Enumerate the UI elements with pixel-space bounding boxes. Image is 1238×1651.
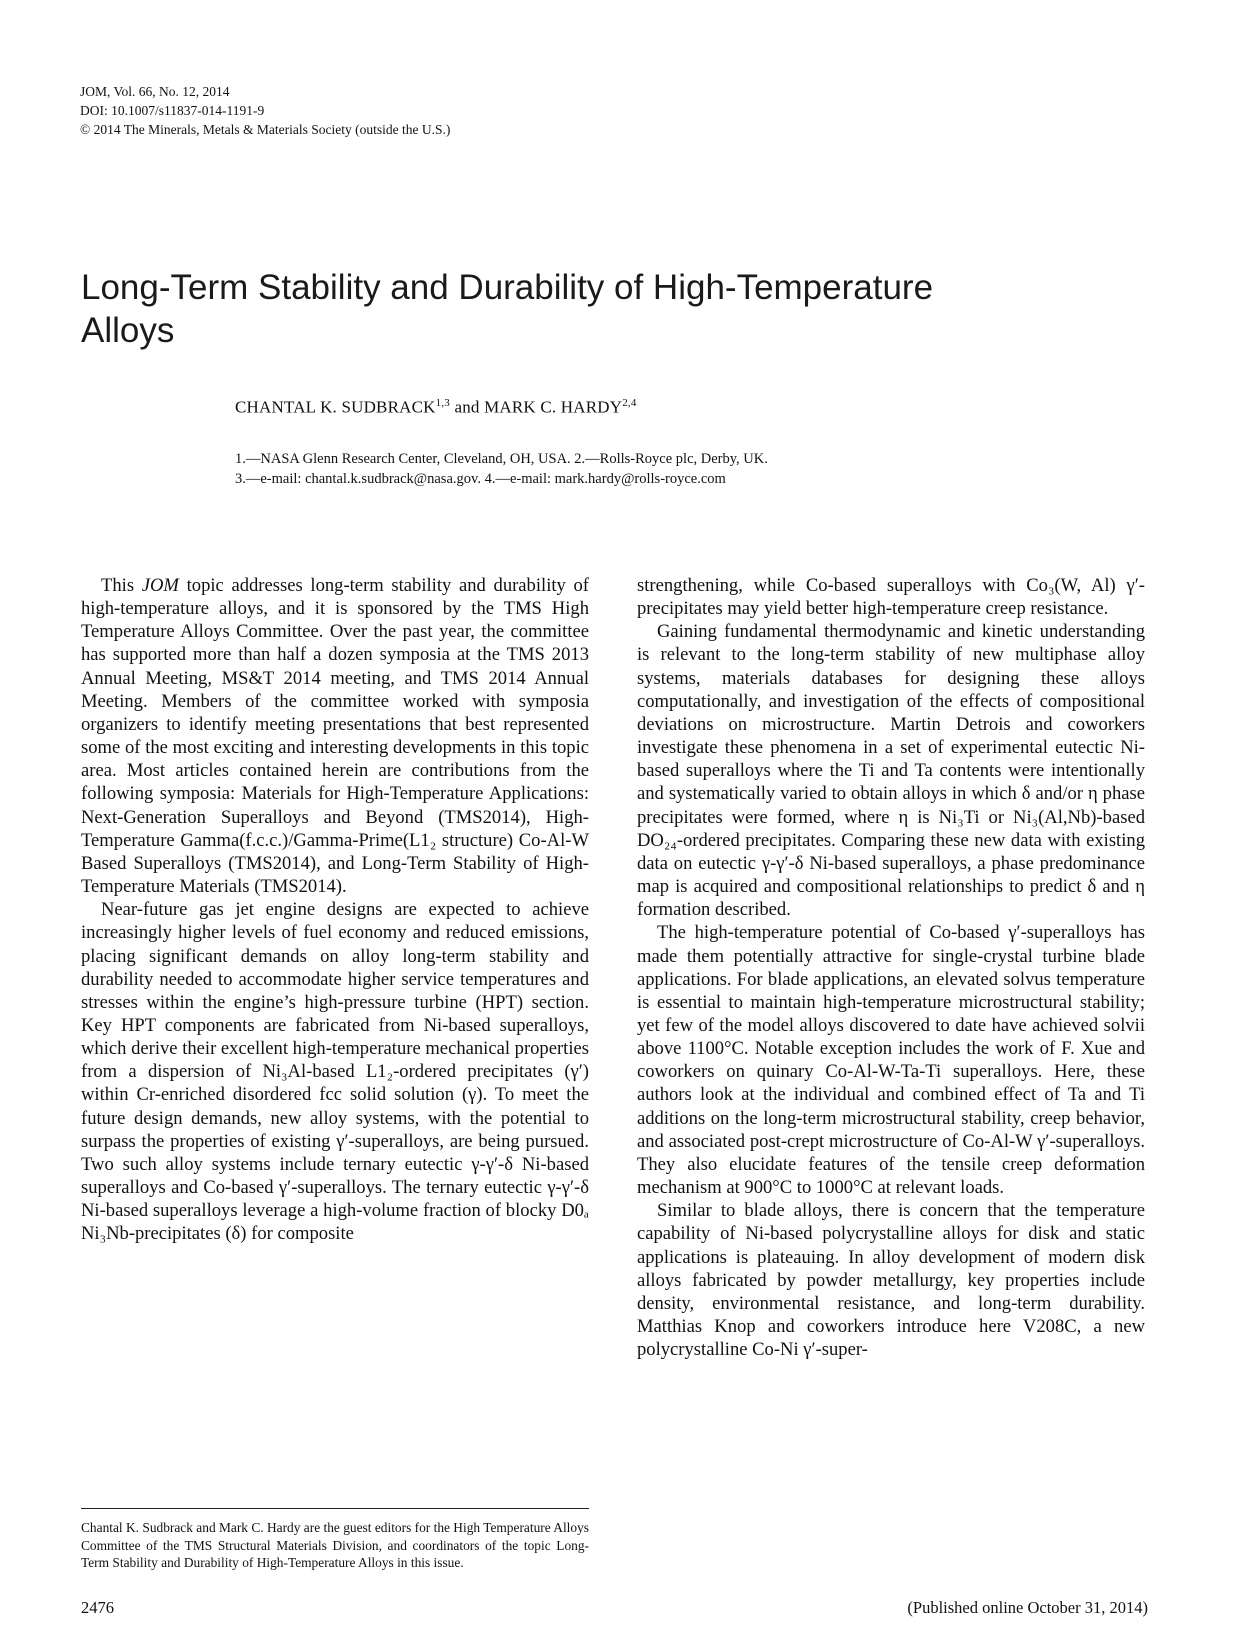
journal-name: JOM	[141, 575, 179, 596]
body-column-right	[637, 574, 1145, 1361]
footnote-rule	[81, 1508, 589, 1509]
paragraph-co-based: The high-temperature potential of Co-based γ′-superalloys has made them potentially attractive for single-crystal turbine blade applications. For blade applications, an elevated solvus temperature is essential to maintain high-temperature microstructural stability; yet few of the model alloys discovered to date have achieved solvii above 1100°C. Notable exception includes the work of F. Xue and coworkers on quinary Co-Al-W-Ta-Ti superalloys. Here, these authors look at the individual and combined effect of Ta and Ti additions on the long-term microstructural stability, creep behavior, and associated post-crept microstructure of Co-Al-W γ′-superalloys. They also elucidate features of the tensile creep deformation mechanism at 900°C to 1000°C at relevant loads.	[637, 922, 1145, 1199]
paragraph-intro: This JOM topic addresses long-term stability and durability of high-temperature alloys, and it is sponsored by the TMS High Temperature Alloys Committee. Over the past year, the committee has supported more than half a dozen symposia at the TMS 2013 Annual Meeting, MS&T 2014 meeting, and TMS 2014 Annual Meeting. Members of the committee worked with symposia organizers to identify meeting presentations that best represented some of the most exciting and interesting developments in this topic area. Most articles contained herein are contributions from the following symposia: Materials for High-Temperature Applications: Next-Generation Superalloys and Beyond (TMS2014), High-Temperature Gamma(f.c.c.)/Gamma-Prime(L1₂ structure) Co-Al-W Based Superalloys (TMS2014), and Long-Term Stability of High-Temperature Materials (TMS2014).	[81, 575, 589, 898]
affiliation-line-2: 3.—e-mail: chantal.k.sudbrack@nasa.gov. 4.—e-mail: mark.hardy@rolls-royce.com	[235, 471, 726, 487]
author-conjunction: and	[454, 397, 480, 417]
affiliation-line-1: 1.—NASA Glenn Research Center, Cleveland, OH, USA. 2.—Rolls-Royce plc, Derby, UK.	[235, 451, 768, 467]
article-title	[81, 266, 1081, 352]
title-line-2: Alloys	[81, 311, 175, 350]
author-line	[235, 397, 637, 418]
copyright-line: © 2014 The Minerals, Metals & Materials Society (outside the U.S.)	[80, 122, 451, 137]
publication-date: (Published online October 31, 2014)	[907, 1598, 1148, 1617]
paragraph-thermodynamics: Gaining fundamental thermodynamic and kinetic understanding is relevant to the long-term stability of new multiphase alloy systems, materials databases for designing these alloys computationally, and investigation of the effects of compositional deviations on microstructure. Martin Detrois and coworkers investigate these phenomena in a set of experimental eutectic Ni-based superalloys where the Ti and Ta contents were intentionally and systematically varied to obtain alloys in which δ and/or η phase precipitates were formed, where η is Ni₃Ti or Ni₃(Al,Nb)-based DO₂₄-ordered precipitates. Comparing these new data with existing data on eutectic γ-γ′-δ Ni-based superalloys, a phase predominance map is acquired and compositional relationships to predict δ and η formation described.	[637, 621, 1145, 921]
paragraph-continued: strengthening, while Co-based superalloys with Co₃(W, Al) γ′-precipitates may yield better high-temperature creep resistance.	[637, 575, 1145, 620]
doi-line: DOI: 10.1007/s11837-014-1191-9	[80, 103, 265, 118]
page-number: 2476	[81, 1598, 114, 1617]
author-2: MARK C. HARDY	[484, 397, 623, 417]
author-2-affil: 2,4	[622, 397, 637, 409]
affiliations	[235, 449, 995, 489]
author-1: CHANTAL K. SUDBRACK	[235, 397, 436, 417]
title-line-1: Long-Term Stability and Durability of High-Temperature	[81, 268, 934, 307]
body-column-left	[81, 574, 589, 1246]
author-1-affil: 1,3	[435, 397, 450, 409]
journal-citation: JOM, Vol. 66, No. 12, 2014	[80, 84, 230, 99]
running-header	[80, 82, 450, 139]
paragraph-disk-alloys: Similar to blade alloys, there is concern that the temperature capability of Ni-based polycrystalline alloys for disk and static applications is plateauing. In alloy development of modern disk alloys fabricated by powder metallurgy, key properties include density, environmental resistance, and long-term durability. Matthias Knop and coworkers introduce here V208C, a new polycrystalline Co-Ni γ′-super-	[637, 1200, 1145, 1361]
footnote: Chantal K. Sudbrack and Mark C. Hardy are the guest editors for the High Temperature Alloys Committee of the TMS Structural Materials Division, and coordinators of the topic Long-Term Stability and Durability of High-Temperature Alloys in this issue.	[81, 1520, 589, 1570]
paragraph-engine-designs: Near-future gas jet engine designs are expected to achieve increasingly higher levels of fuel economy and reduced emissions, placing significant demands on alloy long-term stability and durability needed to accommodate higher service temperatures and stresses within the engine’s high-pressure turbine (HPT) section. Key HPT components are fabricated from Ni-based superalloys, which derive their excellent high-temperature mechanical properties from a dispersion of Ni₃Al-based L1₂-ordered precipitates (γ′) within Cr-enriched disordered fcc solid solution (γ). To meet the future design demands, new alloy systems, with the potential to surpass the properties of existing γ′-superalloys, are being pursued. Two such alloy systems include ternary eutectic γ-γ′-δ Ni-based superalloys and Co-based γ′-superalloys. The ternary eutectic γ-γ′-δ Ni-based superalloys leverage a high-volume fraction of blocky D0ₐ Ni₃Nb-precipitates (δ) for composite	[81, 899, 589, 1245]
